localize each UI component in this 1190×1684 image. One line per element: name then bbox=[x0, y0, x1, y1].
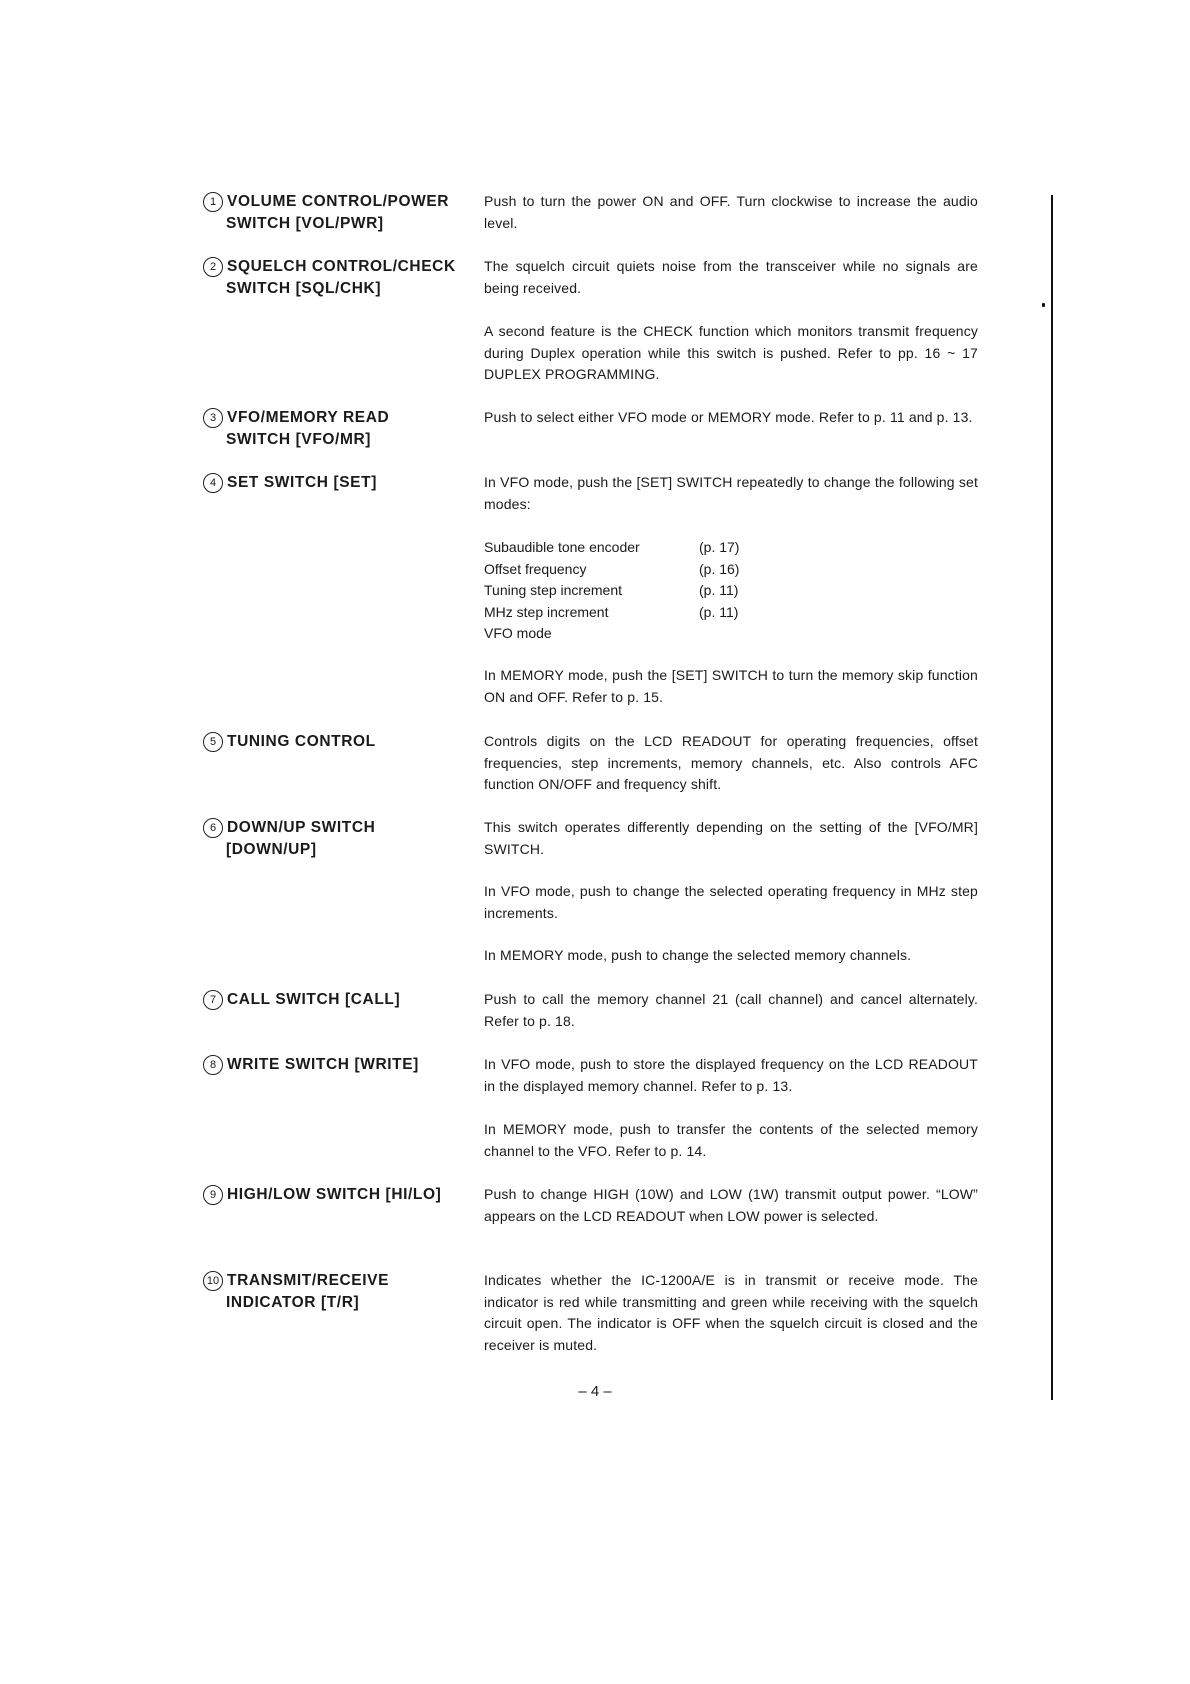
item-paragraph: In MEMORY mode, push to change the selected memory channels. bbox=[484, 947, 912, 963]
item-paragraph: In VFO mode, push the [SET] SWITCH repeatedly to change the following set modes: bbox=[484, 474, 978, 512]
item-number: 2 bbox=[203, 257, 223, 277]
set-mode-name: MHz step increment bbox=[484, 603, 609, 620]
item-paragraph: In VFO mode, push to change the selected operating frequency in MHz step increments. bbox=[484, 883, 978, 921]
item-title-line1: CALL SWITCH [CALL] bbox=[227, 991, 401, 1008]
item-heading-t-r bbox=[203, 1270, 473, 1314]
item-heading-set bbox=[203, 472, 473, 494]
set-mode-row bbox=[484, 559, 814, 581]
set-mode-ref: (p. 16) bbox=[699, 560, 740, 577]
item-paragraph: In VFO mode, push to store the displayed frequency on the LCD READOUT in the displayed memory channel. Refer to p. 13. bbox=[484, 1056, 978, 1094]
item-paragraph: Push to change HIGH (10W) and LOW (1W) transmit output power. “LOW” appears on the LCD READOUT when LOW power is selected. bbox=[484, 1186, 978, 1224]
item-number: 6 bbox=[203, 818, 223, 838]
item-number: 5 bbox=[203, 732, 223, 752]
item-title-line1: SQUELCH CONTROL/CHECK bbox=[227, 258, 456, 275]
item-title-line1: WRITE SWITCH [WRITE] bbox=[227, 1056, 419, 1073]
item-heading-hi-lo bbox=[203, 1184, 473, 1206]
set-mode-row bbox=[484, 623, 814, 645]
set-mode-name: Tuning step increment bbox=[484, 582, 622, 598]
margin-mark bbox=[1042, 303, 1045, 307]
item-title-line2: INDICATOR [T/R] bbox=[226, 1294, 360, 1311]
item-paragraph: In MEMORY mode, push the [SET] SWITCH to turn the memory skip function ON and OFF. Refer to p. 15. bbox=[484, 667, 978, 705]
item-paragraph: Push to call the memory channel 21 (call channel) and cancel alternately. Refer to p. 18. bbox=[484, 991, 978, 1029]
set-mode-ref bbox=[699, 623, 779, 645]
set-modes-list bbox=[484, 537, 814, 645]
item-heading-write bbox=[203, 1054, 473, 1076]
item-title-line2: SWITCH [VOL/PWR] bbox=[226, 215, 384, 232]
page-number: – 4 – bbox=[578, 1383, 612, 1400]
item-paragraph: Push to turn the power ON and OFF. Turn clockwise to increase the audio level. bbox=[484, 193, 978, 231]
item-number: 10 bbox=[203, 1271, 223, 1291]
margin-rule bbox=[1051, 195, 1053, 1400]
item-number: 8 bbox=[203, 1055, 223, 1075]
set-mode-row bbox=[484, 580, 814, 602]
item-number: 7 bbox=[203, 990, 223, 1010]
item-title-line1: SET SWITCH [SET] bbox=[227, 474, 377, 491]
item-paragraph: This switch operates differently depending on the setting of the [VFO/MR] SWITCH. bbox=[484, 819, 978, 857]
item-heading-sql-chk bbox=[203, 256, 473, 300]
item-title-line2: [DOWN/UP] bbox=[226, 841, 317, 858]
item-heading-down-up bbox=[203, 817, 473, 861]
item-paragraph: Indicates whether the IC-1200A/E is in transmit or receive mode. The indicator is red while transmitting and green while receiving with the squelch circuit open. The indicator is OFF when the squelch circuit is closed and the receiver is muted. bbox=[484, 1272, 978, 1353]
item-title-line1: HIGH/LOW SWITCH [HI/LO] bbox=[227, 1186, 442, 1203]
item-number: 4 bbox=[203, 473, 223, 493]
item-number: 3 bbox=[203, 408, 223, 428]
item-paragraph: Controls digits on the LCD READOUT for operating frequencies, offset frequencies, step increments, memory channels, etc. Also controls AFC function ON/OFF and frequency shift. bbox=[484, 733, 978, 792]
item-title-line1: VOLUME CONTROL/POWER bbox=[227, 193, 450, 210]
item-number: 1 bbox=[203, 192, 223, 212]
item-paragraph: The squelch circuit quiets noise from the transceiver while no signals are being received. bbox=[484, 258, 978, 296]
item-paragraph: In MEMORY mode, push to transfer the contents of the selected memory channel to the VFO. Refer to p. 14. bbox=[484, 1121, 978, 1159]
item-heading-call bbox=[203, 989, 473, 1011]
item-title-line1: VFO/MEMORY READ bbox=[227, 409, 390, 426]
set-mode-ref: (p. 11) bbox=[699, 603, 739, 620]
item-paragraph: Push to select either VFO mode or MEMORY mode. Refer to p. 11 and p. 13. bbox=[484, 409, 973, 425]
set-mode-name: Subaudible tone encoder bbox=[484, 539, 640, 555]
set-mode-row bbox=[484, 537, 814, 559]
item-title-line2: SWITCH [SQL/CHK] bbox=[226, 280, 382, 297]
item-heading-tuning bbox=[203, 731, 473, 753]
item-title-line1: DOWN/UP SWITCH bbox=[227, 819, 376, 836]
set-mode-row bbox=[484, 602, 814, 624]
item-title-line1: TUNING CONTROL bbox=[227, 733, 376, 750]
item-heading-vfo-mr bbox=[203, 407, 473, 451]
set-mode-name: Offset frequency bbox=[484, 560, 587, 577]
item-title-line1: TRANSMIT/RECEIVE bbox=[227, 1272, 390, 1289]
set-mode-ref: (p. 17) bbox=[699, 539, 740, 555]
item-heading-vol-pwr bbox=[203, 191, 473, 235]
item-paragraph: A second feature is the CHECK function which monitors transmit frequency during Duplex operation while this switch is pushed. Refer to pp. 16 ~ 17 DUPLEX PROGRAMMING. bbox=[484, 323, 978, 382]
item-title-line2: SWITCH [VFO/MR] bbox=[226, 431, 372, 448]
set-mode-ref: (p. 11) bbox=[699, 582, 739, 598]
item-number: 9 bbox=[203, 1185, 223, 1205]
set-mode-name: VFO mode bbox=[484, 625, 552, 641]
